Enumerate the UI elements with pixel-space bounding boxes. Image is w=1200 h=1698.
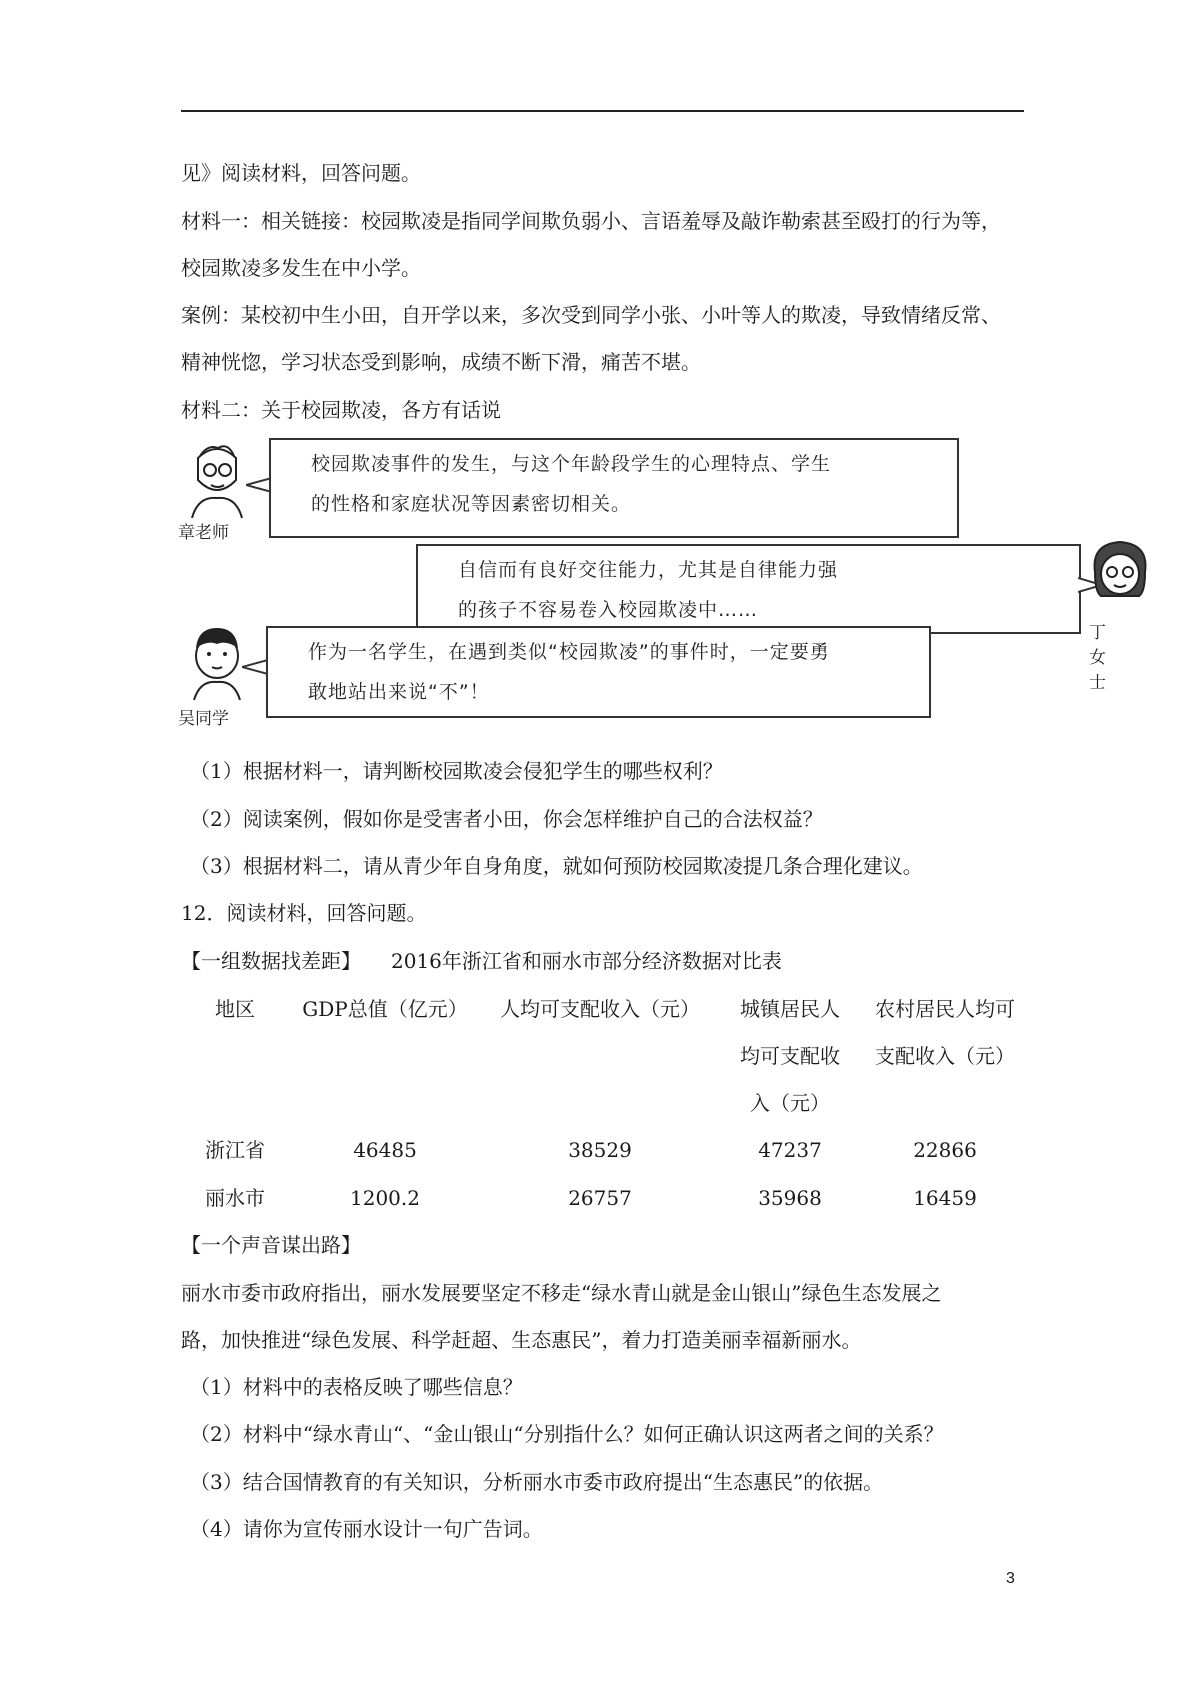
header-rule xyxy=(181,110,1024,112)
text-line: 材料二：关于校园欺凌，各方有话说 xyxy=(181,398,501,422)
question-11-3: （3）根据材料二，请从青少年自身角度，就如何预防校园欺凌提几条合理化建议。 xyxy=(190,854,923,878)
question-12-1: （1）材料中的表格反映了哪些信息？ xyxy=(190,1375,523,1399)
table-cell: 46485 xyxy=(353,1138,417,1162)
table-cell: 浙江省 xyxy=(205,1138,265,1162)
table-header: 支配收入（元） xyxy=(875,1044,1015,1068)
bubble-text: 的孩子不容易卷入校园欺凌中…… xyxy=(458,599,759,621)
table-cell: 丽水市 xyxy=(205,1186,265,1210)
question-12-3: （3）结合国情教育的有关知识，分析丽水市委市政府提出“生态惠民”的依据。 xyxy=(190,1470,884,1494)
table-header: 农村居民人均可 xyxy=(875,997,1015,1021)
student-label: 吴同学 xyxy=(178,709,229,729)
question-11-1: （1）根据材料一，请判断校园欺凌会侵犯学生的哪些权利？ xyxy=(190,759,723,783)
section-heading: 【一个声音谋出路】 xyxy=(181,1233,361,1257)
bubble-text: 敢地站出来说“不”！ xyxy=(308,681,490,703)
section-heading: 【一组数据找差距】 2016年浙江省和丽水市部分经济数据对比表 xyxy=(181,949,782,973)
page-number: 3 xyxy=(1006,1570,1015,1587)
table-header: GDP总值（亿元） xyxy=(302,997,468,1021)
text-line: 精神恍惚，学习状态受到影响，成绩不断下滑，痛苦不堪。 xyxy=(181,350,701,374)
teacher-illustration xyxy=(178,440,256,518)
table-header: 地区 xyxy=(215,997,255,1021)
table-header: 入（元） xyxy=(750,1091,830,1115)
table-cell: 22866 xyxy=(913,1138,977,1162)
teacher-label: 章老师 xyxy=(178,523,229,543)
text-line: 路，加快推进“绿色发展、科学赶超、生态惠民”，着力打造美丽幸福新丽水。 xyxy=(181,1328,862,1352)
table-cell: 26757 xyxy=(568,1186,632,1210)
text-line: 见》阅读材料，回答问题。 xyxy=(181,161,421,185)
bubble-tail xyxy=(242,658,268,676)
bubble-text: 作为一名学生，在遇到类似“校园欺凌”的事件时，一定要勇 xyxy=(308,641,830,663)
table-header: 城镇居民人 xyxy=(740,997,840,1021)
question-12-title: 12．阅读材料，回答问题。 xyxy=(181,901,427,925)
table-cell: 38529 xyxy=(568,1138,632,1162)
table-cell: 16459 xyxy=(913,1186,977,1210)
text-line: 材料一：相关链接：校园欺凌是指同学间欺负弱小、言语羞辱及敲诈勒索甚至殴打的行为等， xyxy=(181,209,1001,233)
table-header: 人均可支配收入（元） xyxy=(500,997,700,1021)
speech-bubble-teacher xyxy=(269,438,959,538)
speech-bubble-student xyxy=(266,626,931,718)
bubble-text: 的性格和家庭状况等因素密切相关。 xyxy=(311,493,632,515)
speech-bubble-woman xyxy=(416,544,1081,634)
comic-illustration xyxy=(176,426,1106,729)
table-cell: 35968 xyxy=(758,1186,822,1210)
text-line: 校园欺凌多发生在中小学。 xyxy=(181,256,421,280)
bubble-text: 自信而有良好交往能力，尤其是自律能力强 xyxy=(458,559,839,581)
question-11-2: （2）阅读案例，假如你是受害者小田，你会怎样维护自己的合法权益？ xyxy=(190,807,823,831)
bubble-text: 校园欺凌事件的发生，与这个年龄段学生的心理特点、学生 xyxy=(311,453,832,475)
table-cell: 47237 xyxy=(758,1138,822,1162)
question-12-4: （4）请你为宣传丽水设计一句广告词。 xyxy=(190,1517,543,1541)
table-cell: 1200.2 xyxy=(350,1186,420,1210)
table-header: 均可支配收 xyxy=(740,1044,840,1068)
text-line: 案例：某校初中生小田，自开学以来，多次受到同学小张、小叶等人的欺凌，导致情绪反常、 xyxy=(181,303,1001,327)
woman-illustration xyxy=(1081,536,1159,614)
woman-label: 丁女士 xyxy=(1089,623,1106,693)
question-12-2: （2）材料中“绿水青山“、“金山银山“分别指什么？如何正确认识这两者之间的关系？ xyxy=(190,1422,944,1446)
text-line: 丽水市委市政府指出，丽水发展要坚定不移走“绿水青山就是金山银山”绿色生态发展之 xyxy=(181,1281,942,1305)
